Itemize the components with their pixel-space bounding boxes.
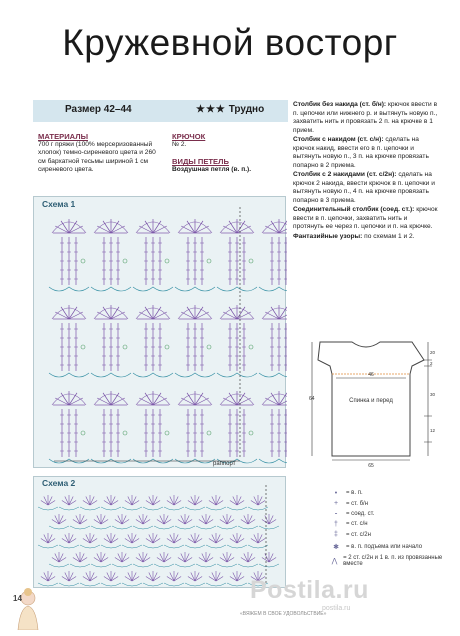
stitch-text: сделать на крючок накид, ввести его в п. цепочки и вытянуть новую п., 3 п. на крючке провязать попарно в 2 приема. (293, 136, 429, 169)
pattern-stroke (38, 507, 58, 510)
dim-bottom: 65 (368, 463, 374, 469)
stitch-name: Фантазийные узоры: (293, 232, 363, 240)
pattern-stroke (259, 373, 287, 377)
pattern-stroke (249, 259, 253, 263)
pattern-stroke (59, 583, 79, 586)
pattern-stroke (49, 526, 69, 529)
pattern-stroke (164, 545, 184, 548)
hook-heading: КРЮЧОК (172, 132, 206, 141)
materials-heading: МАТЕРИАЛЫ (38, 132, 88, 141)
page-number: 14 (13, 594, 22, 603)
materials-text: 700 г пряжи (100% мерсеризованный хлопок) темно-сиреневого цвета и 260 см бархатной тесьмы шириной 1 см сиреневого цвета. (38, 141, 156, 174)
legend-symbol-icon: ✱ (333, 543, 339, 551)
stitch-item (293, 206, 438, 232)
legend-text: = в. п. (346, 490, 363, 497)
pattern-stroke (259, 564, 279, 567)
watermark-logo: Postila.ru (250, 576, 369, 604)
pattern-stroke (165, 431, 169, 435)
dim-left: 64 (309, 396, 315, 402)
stitch-name: Столбик без накида (ст. б/н): (293, 101, 387, 108)
hook-value: № 2. (172, 141, 187, 148)
legend-text: = ст. с/н (346, 521, 368, 528)
pattern-stroke (133, 526, 153, 529)
pattern-stroke (91, 526, 111, 529)
pattern-stroke (196, 526, 216, 529)
stitch-text: крючок ввести в п. цепочки или нижнего р. и вытянуть новую п., захватить нить и провязать 2 п. на крючке в 1 прием. (293, 101, 438, 134)
stitch-item (293, 233, 438, 242)
pattern-stroke (206, 507, 226, 510)
pattern-stroke (259, 459, 287, 463)
scheme2-chart (33, 476, 286, 588)
scheme1-chart (33, 196, 286, 468)
legend-row (326, 509, 446, 519)
pattern-stroke (133, 287, 173, 291)
legend-symbol-icon: ‡ (334, 531, 338, 539)
pattern-stroke (259, 287, 287, 291)
pattern-stroke (143, 545, 163, 548)
pattern-stroke (81, 431, 85, 435)
pattern-stroke (70, 564, 90, 567)
stitch-item (293, 171, 438, 205)
pattern-stroke (123, 345, 127, 349)
pattern-stroke (207, 345, 211, 349)
pattern-stroke (122, 507, 142, 510)
pattern-stroke (238, 564, 258, 567)
stitch-item (293, 101, 438, 135)
legend-symbol-icon: ⁃ (334, 510, 338, 518)
stitch-descriptions (293, 101, 438, 242)
pattern-stroke (112, 526, 132, 529)
legend-row (326, 554, 446, 568)
legend-text: = ст. с/2н (346, 531, 371, 538)
legend-symbol-icon: † (334, 520, 338, 528)
legend-text: = в. п. подъема или начало (346, 543, 423, 550)
pattern-stroke (122, 545, 142, 548)
pattern-stroke (217, 287, 257, 291)
scheme1-label: Схема 1 (42, 199, 76, 209)
size-label: Размер 42–44 (65, 104, 132, 115)
pattern-stroke (185, 583, 205, 586)
pattern-stroke (175, 564, 195, 567)
pattern-stroke (259, 526, 279, 529)
garment-schematic (306, 336, 438, 471)
pattern-stroke (175, 373, 215, 377)
pattern-stroke (80, 583, 100, 586)
scheme1-pattern (34, 197, 287, 469)
legend-row (326, 519, 446, 529)
pattern-stroke (238, 526, 258, 529)
pattern-stroke (227, 545, 247, 548)
legend-text: = ст. б/н (346, 500, 369, 507)
legend-symbol-icon: • (334, 489, 338, 497)
pattern-stroke (59, 507, 79, 510)
pattern-stroke (59, 545, 79, 548)
pattern-stroke (143, 583, 163, 586)
dim-top: 46 (368, 372, 374, 378)
pattern-stroke (80, 545, 100, 548)
stitch-name: Соединительный столбик (соед. ст.): (293, 206, 415, 213)
pattern-stroke (123, 431, 127, 435)
figure-caption: Спинка и перед (349, 398, 393, 404)
stitch-name: Столбик с накидом (ст. с/н): (293, 136, 384, 143)
pattern-stroke (101, 545, 121, 548)
pattern-stroke (249, 431, 253, 435)
scheme2-label: Схема 2 (42, 478, 76, 488)
pattern-stroke (185, 507, 205, 510)
pattern-stroke (91, 564, 111, 567)
stitch-item (293, 136, 438, 170)
pattern-stroke (217, 373, 257, 377)
pattern-stroke (248, 545, 268, 548)
pattern-stroke (38, 545, 58, 548)
stitch-text: сделать на крючок 2 накида, ввести крючок в п. цепочки и вытянуть новую п., 4 п. на крючке провязать попарно в 3 приема. (293, 171, 435, 204)
dim-right-b: 2 (430, 361, 433, 366)
pattern-stroke (207, 431, 211, 435)
legend-row (326, 498, 446, 508)
legend-text: = соед. ст. (346, 510, 375, 517)
pattern-stroke (91, 373, 131, 377)
pattern-stroke (154, 564, 174, 567)
girl-logo-icon (12, 586, 44, 630)
pattern-stroke (133, 373, 173, 377)
stitch-name: Столбик с 2 накидами (ст. с/2н): (293, 171, 397, 178)
watermark-url: postila.ru (322, 605, 351, 612)
pattern-stroke (133, 564, 153, 567)
pattern-stroke (207, 259, 211, 263)
dim-right-c: 30 (430, 392, 436, 397)
legend-row (326, 540, 446, 554)
pattern-stroke (112, 564, 132, 567)
pattern-stroke (164, 583, 184, 586)
pattern-stroke (49, 564, 69, 567)
pattern-stroke (49, 373, 89, 377)
legend-symbol-icon: + (333, 500, 339, 508)
symbol-legend (326, 488, 446, 568)
pattern-stroke (217, 564, 237, 567)
pattern-stroke (165, 259, 169, 263)
pattern-stroke (227, 507, 247, 510)
raport-label: раппорт (213, 461, 236, 467)
scheme2-pattern (34, 477, 287, 589)
pattern-stroke (164, 507, 184, 510)
materials-section (38, 132, 156, 175)
dim-right-d: 12 (430, 428, 436, 433)
pattern-stroke (175, 287, 215, 291)
stitch-text: крючок ввести в п. цепочки, захватить нить и протянуть ее через п. цепочки и п. на крючке. (293, 206, 438, 230)
pattern-stroke (262, 394, 287, 405)
difficulty-text: Трудно (228, 104, 265, 115)
pattern-stroke (217, 526, 237, 529)
legend-symbol-icon: ⋀ (331, 557, 338, 565)
pattern-stroke (122, 583, 142, 586)
loops-text: Воздушная петля (в. п.). (172, 166, 252, 174)
pattern-stroke (206, 545, 226, 548)
pattern-stroke (248, 507, 268, 510)
legend-row (326, 530, 446, 540)
legend-text: = 2 ст. с/2н и 1 в. п. из провязанные вместе (343, 554, 443, 567)
pattern-stroke (227, 583, 247, 586)
pattern-stroke (165, 345, 169, 349)
pattern-stroke (81, 345, 85, 349)
pattern-stroke (91, 287, 131, 291)
pattern-stroke (262, 308, 287, 319)
loops-heading: ВИДЫ ПЕТЕЛЬ (172, 157, 229, 167)
pattern-stroke (185, 545, 205, 548)
pattern-stroke (49, 287, 89, 291)
dim-right-a: 20 (430, 350, 436, 355)
stitch-text: по схемам 1 и 2. (364, 232, 415, 240)
pattern-stroke (206, 583, 226, 586)
footer-text: «ВЯЖЕМ В СВОЕ УДОВОЛЬСТВИЕ» (240, 611, 327, 617)
pattern-stroke (123, 259, 127, 263)
hook-section (172, 132, 292, 175)
pattern-stroke (249, 345, 253, 349)
pattern-stroke (81, 259, 85, 263)
pattern-stroke (196, 564, 216, 567)
difficulty-label (196, 104, 264, 115)
pattern-stroke (154, 526, 174, 529)
page-title: Кружевной восторг (62, 22, 398, 63)
pattern-stroke (101, 583, 121, 586)
legend-row (326, 488, 446, 498)
pattern-stroke (101, 507, 121, 510)
difficulty-stars-icon: ★★★ (196, 104, 226, 115)
pattern-stroke (175, 526, 195, 529)
pattern-stroke (262, 222, 287, 233)
pattern-stroke (80, 507, 100, 510)
pattern-stroke (143, 507, 163, 510)
pattern-stroke (70, 526, 90, 529)
